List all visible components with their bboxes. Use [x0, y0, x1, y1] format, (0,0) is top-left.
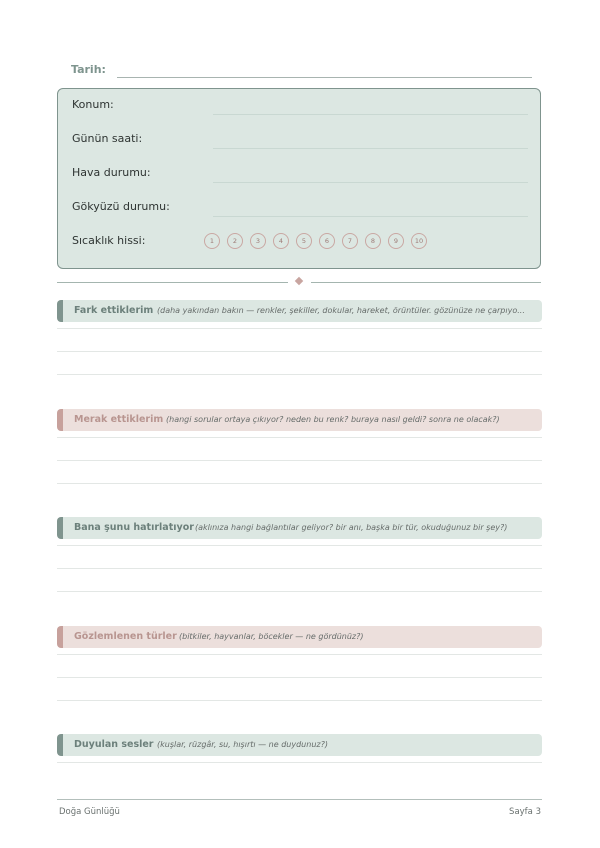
section-header-species-observed: [57, 626, 542, 648]
scale-option-4[interactable]: 4: [273, 233, 289, 249]
section-title: Bana şunu hatırlatıyor: [74, 522, 194, 533]
field-label-weather: Hava durumu:: [72, 166, 151, 179]
date-row: [71, 62, 532, 80]
footer-journal-title: Doğa Günlüğü: [59, 807, 120, 817]
writing-line[interactable]: [57, 700, 542, 701]
field-label-sky: Gökyüzü durumu:: [72, 200, 170, 213]
field-label-temperature-feel: Sıcaklık hissi:: [72, 234, 146, 247]
writing-line[interactable]: [57, 568, 542, 569]
writing-line[interactable]: [57, 654, 542, 655]
section-header-reminds-me: [57, 517, 542, 539]
writing-line[interactable]: [57, 483, 542, 484]
section-title: Gözlemlenen türler: [74, 631, 177, 642]
writing-line[interactable]: [57, 437, 542, 438]
section-title: Fark ettiklerim: [74, 305, 154, 316]
section-header-sounds-heard: [57, 734, 542, 756]
scale-option-3[interactable]: 3: [250, 233, 266, 249]
footer-page-number: Sayfa 3: [509, 807, 541, 817]
writing-line[interactable]: [57, 460, 542, 461]
writing-line[interactable]: [57, 328, 542, 329]
section-header-noticed: [57, 300, 542, 322]
scale-option-2[interactable]: 2: [227, 233, 243, 249]
divider-line-left: [57, 282, 288, 283]
writing-line[interactable]: [57, 545, 542, 546]
scale-option-1[interactable]: 1: [204, 233, 220, 249]
writing-line[interactable]: [57, 762, 542, 763]
section-header-wondered: [57, 409, 542, 431]
scale-option-7[interactable]: 7: [342, 233, 358, 249]
writing-line[interactable]: [57, 351, 542, 352]
location-input-line[interactable]: [213, 114, 528, 115]
field-label-location: Konum:: [72, 98, 114, 111]
writing-line[interactable]: [57, 374, 542, 375]
writing-line[interactable]: [57, 677, 542, 678]
section-hint: (aklınıza hangi bağlantılar geliyor? bir anı, başka bir tür, okuduğunuz bir şey?): [195, 523, 508, 532]
footer-divider: [57, 799, 542, 800]
section-title: Duyulan sesler: [74, 739, 154, 750]
section-title: Merak ettiklerim: [74, 414, 164, 425]
section-hint: (hangi sorular ortaya çıkıyor? neden bu renk? buraya nasıl geldi? sonra ne olacak?): [166, 415, 500, 424]
writing-line[interactable]: [57, 591, 542, 592]
divider-diamond-icon: [295, 277, 303, 285]
scale-option-10[interactable]: 10: [411, 233, 427, 249]
date-label: Tarih:: [71, 63, 106, 76]
divider-line-right: [311, 282, 541, 283]
observation-info-box: [57, 88, 541, 269]
section-hint: (kuşlar, rüzgâr, su, hışırtı — ne duydunuz?): [157, 740, 328, 749]
scale-option-9[interactable]: 9: [388, 233, 404, 249]
scale-option-8[interactable]: 8: [365, 233, 381, 249]
section-hint: (daha yakından bakın — renkler, şekiller, dokular, hareket, örüntüler. gözünüze ne çarpıyo...: [157, 306, 525, 315]
weather-input-line[interactable]: [213, 182, 528, 183]
scale-option-5[interactable]: 5: [296, 233, 312, 249]
time-of-day-input-line[interactable]: [213, 148, 528, 149]
field-label-time-of-day: Günün saati:: [72, 132, 143, 145]
date-input-line[interactable]: [117, 77, 532, 78]
section-hint: (bitkiler, hayvanlar, böcekler — ne gördünüz?): [179, 632, 364, 641]
sky-input-line[interactable]: [213, 216, 528, 217]
scale-option-6[interactable]: 6: [319, 233, 335, 249]
